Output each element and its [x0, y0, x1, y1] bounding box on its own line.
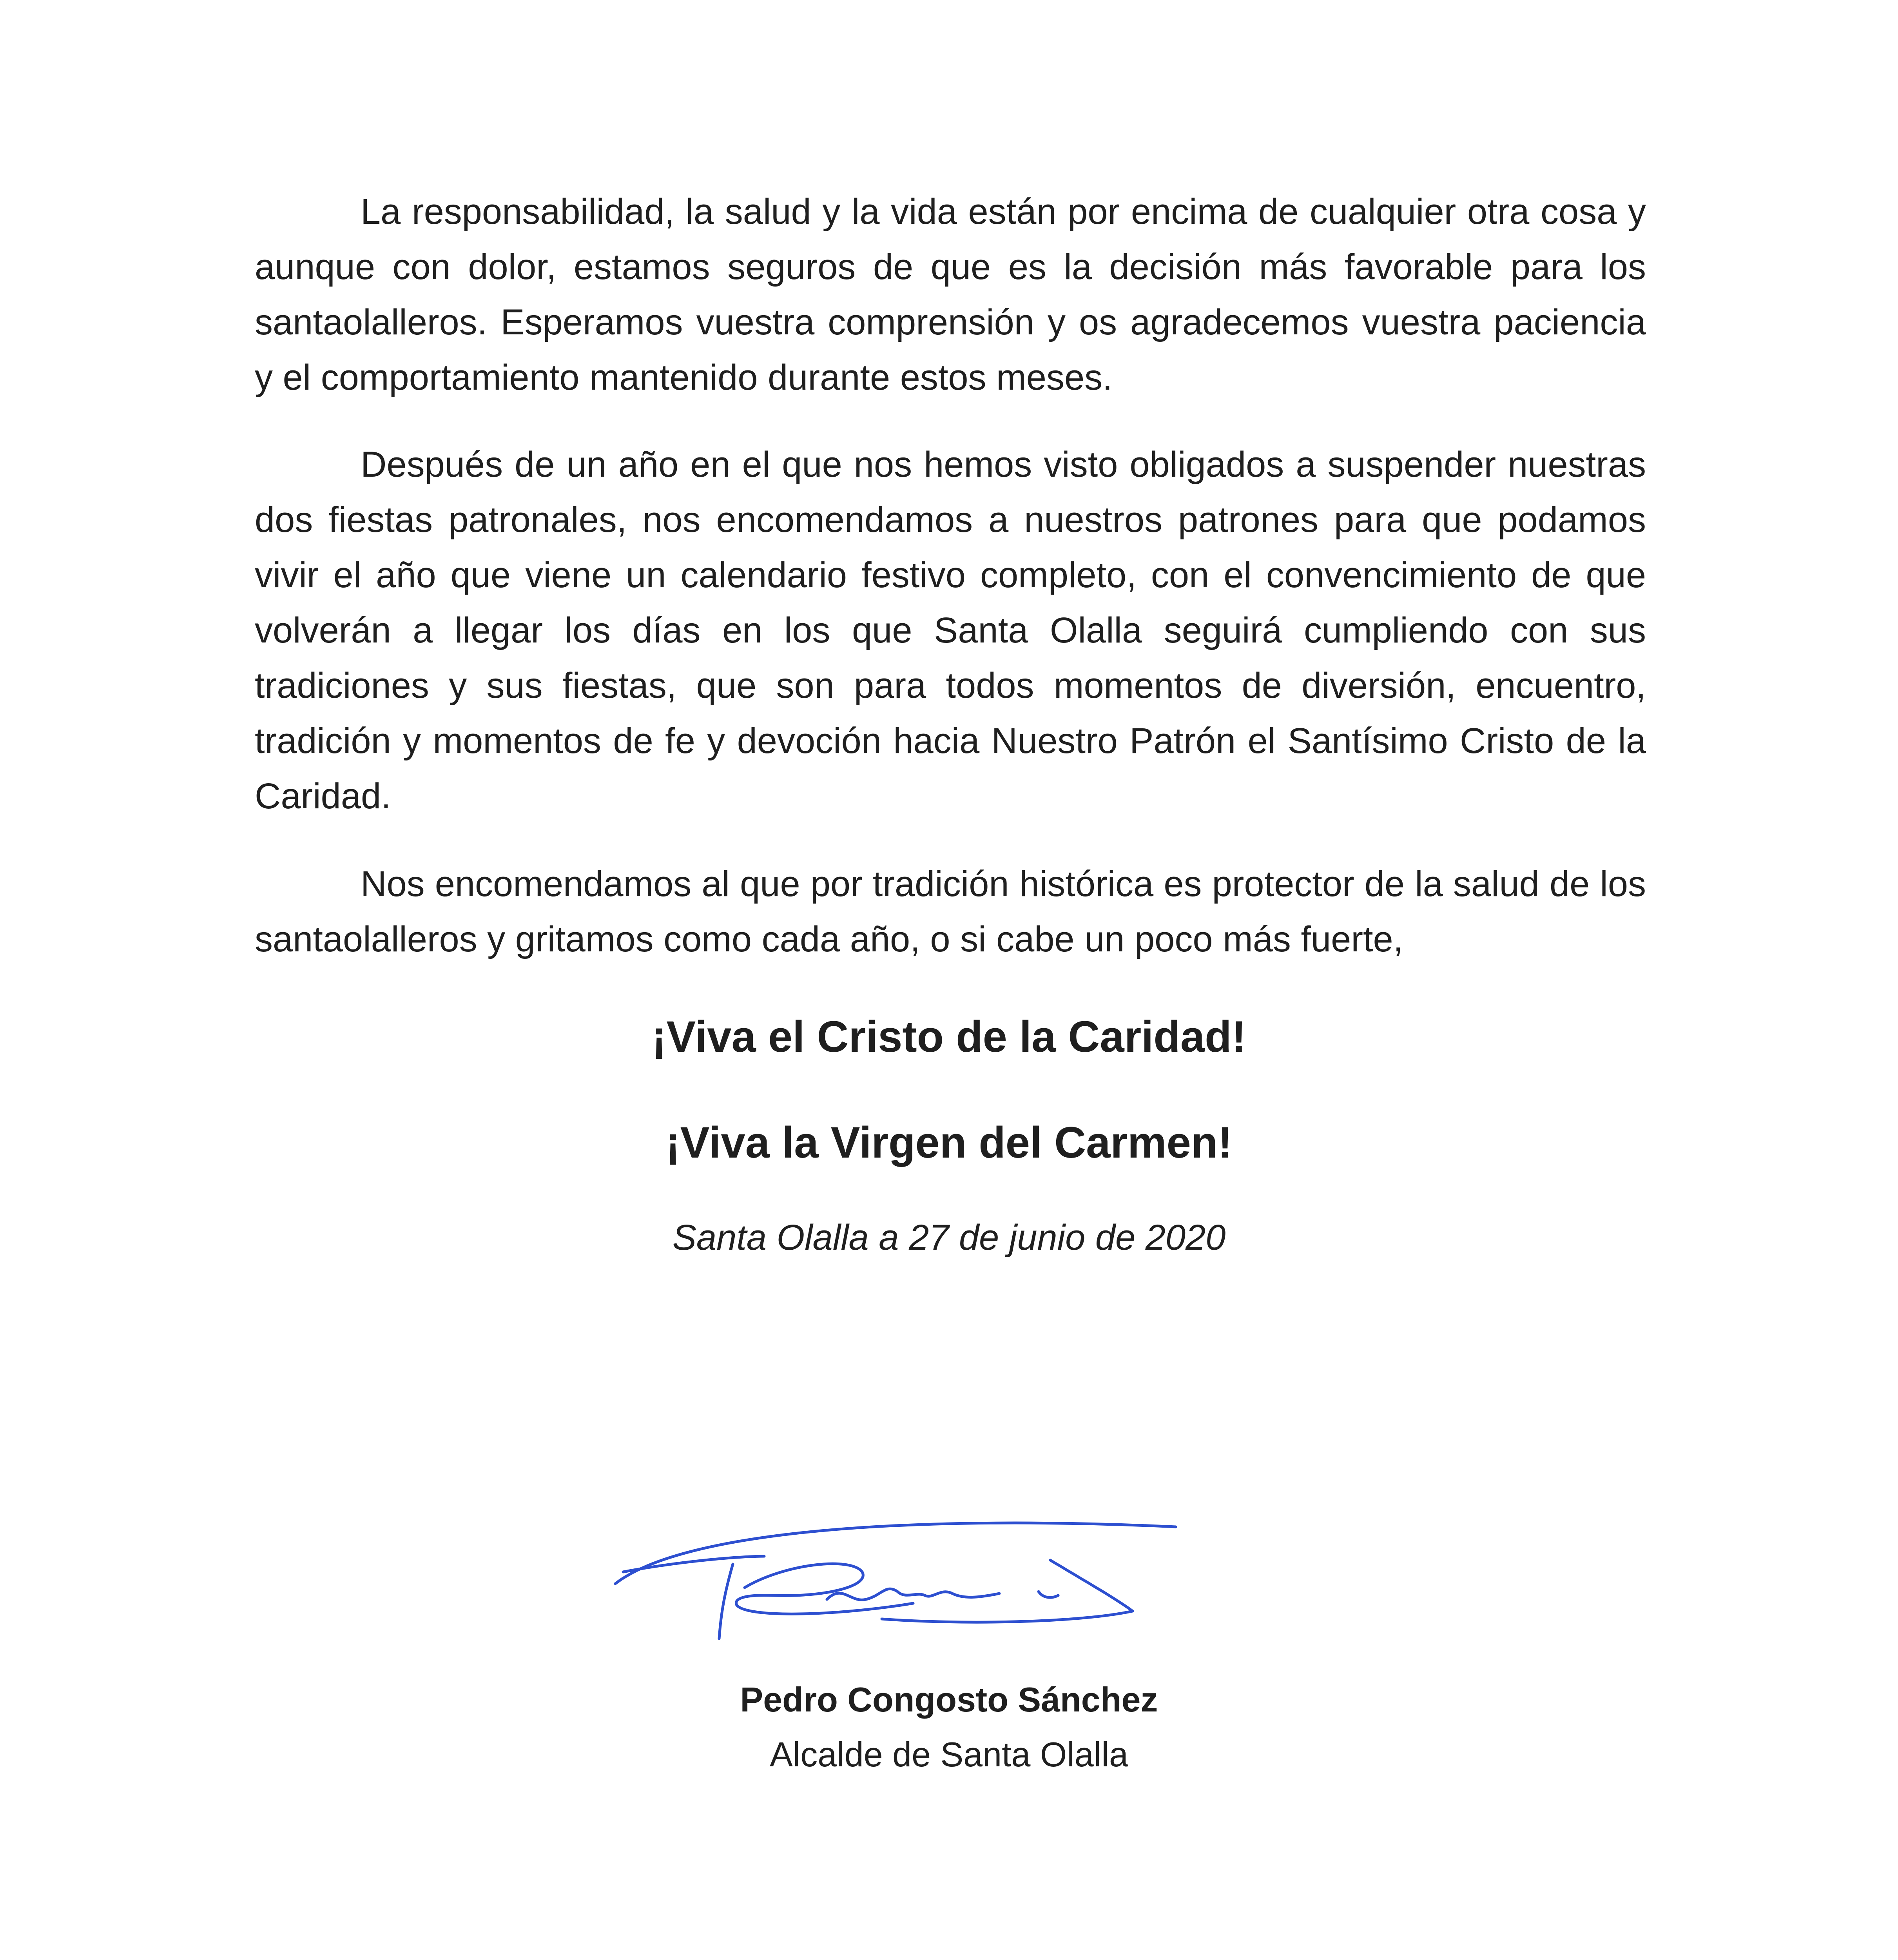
paragraph-encomendamos: Nos encomendamos al que por tradición histórica es protector de la salud de los santaolalleros y gritamos como cada año, o si cabe un poco más fuerte,	[255, 864, 1646, 959]
signatory-role-mayor: Alcalde de Santa Olalla	[770, 1735, 1128, 1774]
signature-mayor	[607, 1513, 1235, 1650]
signatory-name-mayor: Pedro Congosto Sánchez	[740, 1680, 1158, 1719]
date-line: Santa Olalla a 27 de junio de 2020	[672, 1218, 1226, 1258]
paragraph-responsibility: La responsabilidad, la salud y la vida están por encima de cualquier otra cosa y aunque con dolor, estamos seguros de que es la decisión más favorable para los santaolalleros. Esperamos vuestra comprensión y os agradecemos vuestra paciencia y el comportamiento mantenido durante estos meses.	[255, 192, 1646, 397]
viva-cristo: ¡Viva el Cristo de la Caridad!	[652, 1012, 1246, 1061]
viva-virgen: ¡Viva la Virgen del Carmen!	[665, 1118, 1233, 1167]
paragraph-fiestas: Después de un año en el que nos hemos visto obligados a suspender nuestras dos fiestas patronales, nos encomendamos a nuestros patrones para que podamos vivir el año que viene un calendario festivo completo, con el convencimiento de que volverán a llegar los días en los que Santa Olalla seguirá cumpliendo con sus tradiciones y sus fiestas, que son para todos momentos de diversión, encuentro, tradición y momentos de fe y devoción hacia Nuestro Patrón el Santísimo Cristo de la Caridad.	[255, 445, 1646, 816]
